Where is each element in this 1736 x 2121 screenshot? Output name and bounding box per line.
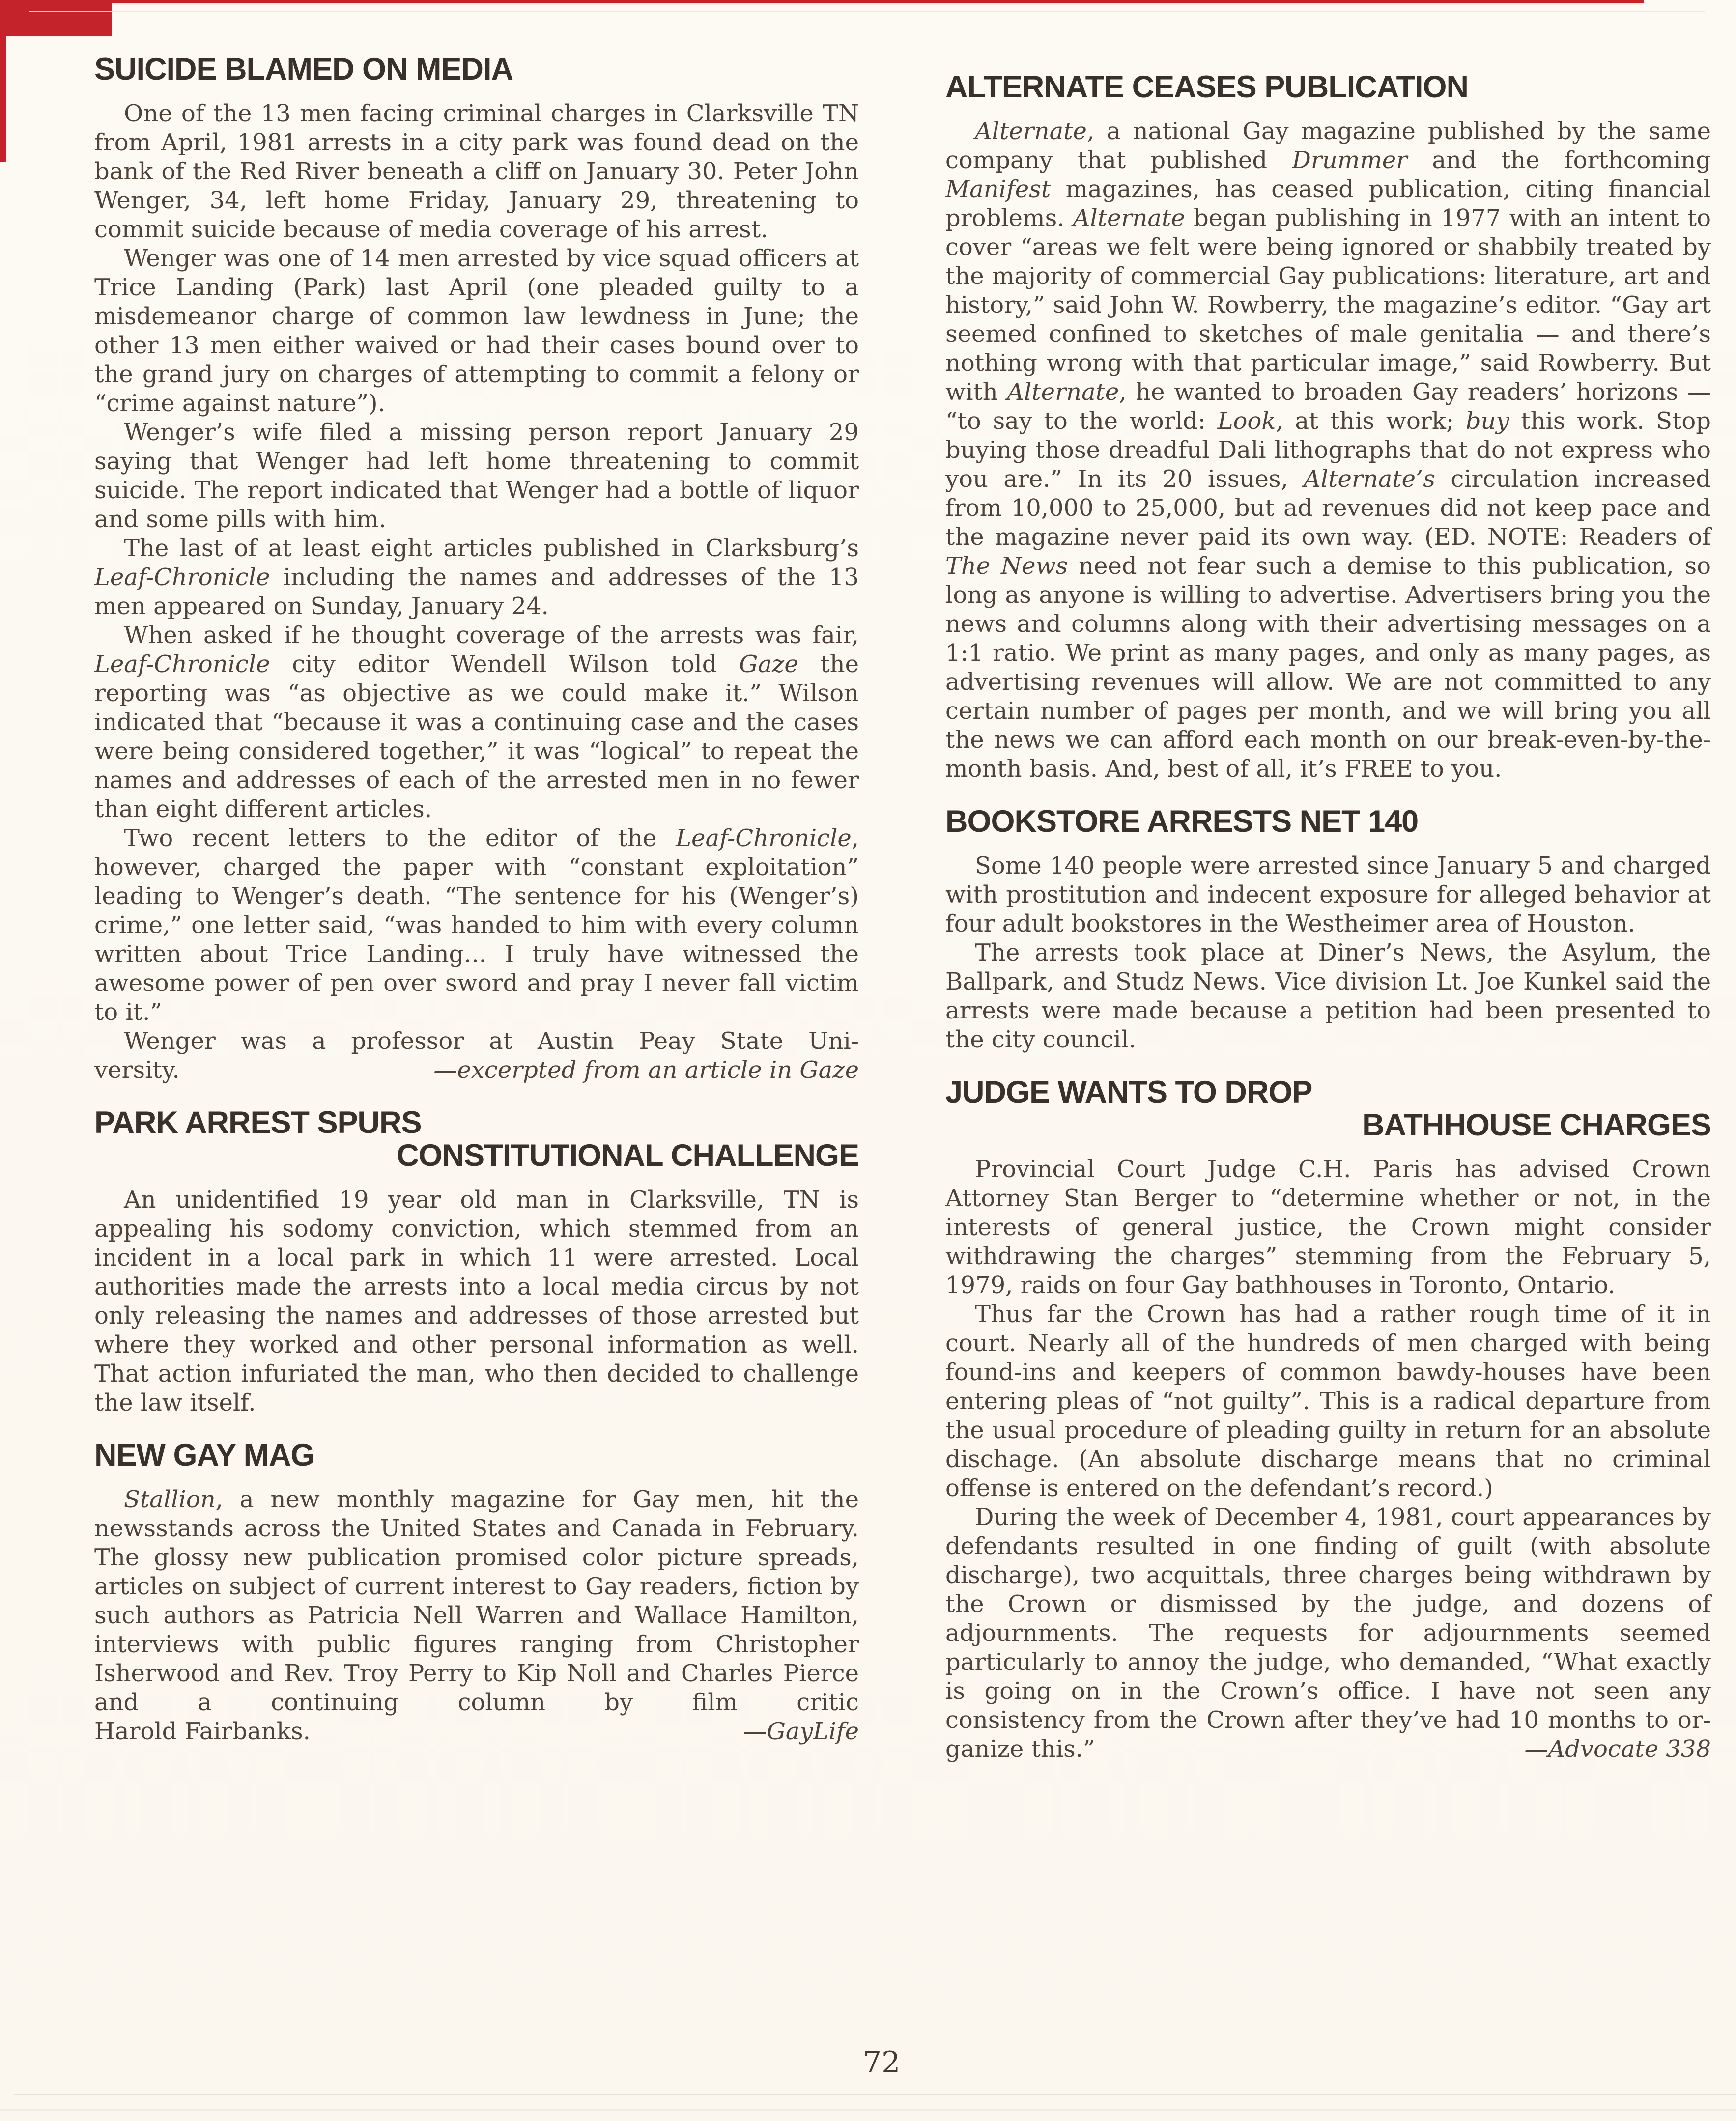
paragraph-last-line: ganize this.”	[945, 1735, 1095, 1763]
paragraph: During the week of December 4, 1981, court appearances by defendants resulted in one finding of guilt (with absolute discharge), two acquittals, three charges being withdrawn by the Crown or dismissed by the judge, and dozens of adjournments. The requests for adjournments seemed particularly to annoy the judge, who demanded, “What exactly is going on in the Crown’s office. I have not seen any consistency from the Crown after they’ve had 10 months to or-	[945, 1503, 1711, 1734]
paragraph: An unidentified 19 year old man in Clarksville, TN is appealing his sodomy conviction, which stemmed from an incident in a local park in which 11 were arrested. Local authorities made the arrests into a local media circus by not only releasing the names and addresses of those arrested but where they worked and other personal information as well. That action infuriated the man, who then decided to challenge the law itself.	[94, 1186, 859, 1416]
left-column	[94, 53, 859, 1746]
paragraph: When asked if he thought coverage of the arrests was fair, Leaf-Chronicle city editor Wendell Wilson told Gaze the reporting was “as objective as we could make it.” Wilson indicated that “because it was a continuing case and the cases were being considered together,” it was “logical” to repeat the names and addresses of each of the arrested men in no fewer than eight different articles.	[94, 622, 859, 823]
article-alternate-ceases-publication	[945, 71, 1711, 784]
attribution-row	[94, 1717, 859, 1746]
paragraph: Wenger was a professor at Austin Peay State Uni-	[124, 1027, 859, 1055]
article-suicide-blamed-on-media	[94, 53, 859, 1085]
red-backdrop-top-edge	[0, 0, 1644, 3]
paragraph: Thus far the Crown has had a rather rough time of it in court. Nearly all of the hundreds of men charged with being found-ins and keepers of common bawdy-houses have been entering pleas of “not guilty”. This is a radical departure from the usual procedure of pleading guilty in return for an absolute dischage. (An absolute discharge means that no criminal offense is entered on the defendant’s record.)	[945, 1301, 1711, 1502]
paragraph: One of the 13 men facing criminal charges in Clarksville TN from April, 1981 arrests in a city park was found dead on the bank of the Red River beneath a cliff on January 30. Peter John Wenger, 34, left home Friday, January 29, threatening to commit suicide because of media coverage of his arrest.	[94, 100, 859, 243]
right-column	[945, 53, 1711, 1764]
headline-line-2: CONSTITUTIONAL CHALLENGE	[397, 1138, 859, 1173]
headline-bookstore-arrests-net-140: BOOKSTORE ARRESTS NET 140	[945, 804, 1419, 839]
article-bookstore-arrests-net-140	[945, 805, 1711, 1054]
red-backdrop-top-left-corner	[0, 0, 112, 36]
source-attribution-gaylife: —GayLife	[743, 1718, 859, 1745]
page-edge-line-bottom	[0, 2109, 1736, 2111]
page-fold-line-bottom	[14, 2094, 1736, 2095]
headline-suicide-blamed-on-media: SUICIDE BLAMED ON MEDIA	[94, 52, 513, 86]
paragraph: Some 140 people were arrested since January 5 and charged with prostitution and indecent exposure for alleged behavior at four adult bookstores in the Westheimer area of Houston.	[945, 852, 1711, 937]
paragraph: Alternate, a national Gay magazine published by the same company that published Drummer and the forthcoming Manifest magazines, has ceased publication, citing financial problems. Alternate began publishing in 1977 with an intent to cover “areas we felt were being ignored or shabbily treated by the majority of commercial Gay publications: literature, art and history,” said John W. Rowberry, the magazine’s editor. “Gay art seemed confined to sketches of male genitalia — and there’s nothing wrong with that particular image,” said Rowberry. But with Alternate, he wanted to broaden Gay readers’ horizons — “to say to the world: Look, at this work; buy this work. Stop buying those dreadful Dali lithographs that do not express who you are.” In its 20 issues, Alternate’s circulation increased from 10,000 to 25,000, but ad revenues did not keep pace and the magazine never paid its own way. (ED. NOTE: Readers of The News need not fear such a demise to this publication, so long as anyone is willing to advertise. Advertisers bring you the news and columns along with their advertising messages on a 1:1 ratio. We print as many pages, and only as many pages, as advertising revenues will allow. We are not committed to any certain number of pages per month, and we will bring you all the news we can afford each month on our break-even-by-the-month basis. And, best of all, it’s FREE to you.	[945, 117, 1711, 783]
article-new-gay-mag	[94, 1439, 859, 1746]
headline-line-1: PARK ARREST SPURS	[94, 1105, 422, 1140]
article-judge-wants-to-drop-bathhouse-charges	[945, 1076, 1711, 1764]
paragraph: Wenger’s wife filed a missing person report January 29 saying that Wenger had left home threatening to commit suicide. The report indicated that Wenger had a bottle of liquor and some pills with him.	[94, 419, 859, 533]
paragraph-last-line: Harold Fairbanks.	[94, 1718, 311, 1745]
page-number: 72	[863, 2045, 901, 2080]
paragraph: The last of at least eight articles published in Clarksburg’s Leaf-Chronicle including the names and addresses of the 13 men appeared on Sunday, January 24.	[94, 535, 859, 620]
attribution-row	[94, 1056, 859, 1085]
headline-judge-wants-to-drop	[945, 1076, 1711, 1142]
headline-line-1: JUDGE WANTS TO DROP	[945, 1075, 1312, 1109]
red-backdrop-left-edge	[0, 0, 6, 162]
headline-park-arrest-spurs	[94, 1106, 859, 1172]
paragraph: Two recent letters to the editor of the Leaf-Chronicle, however, charged the paper with “constant exploitation” leading to Wenger’s death. “The sentence for his (Wenger’s) crime,” one letter said, “was handed to him with every column written about Trice Landing... I truly have witnessed the awesome power of pen over sword and pray I never fall victim to it.”	[94, 824, 859, 1026]
paragraph: Wenger was one of 14 men arrested by vice squad officers at Trice Landing (Park) last April (one pleaded guilty to a misdemeanor charge of common law lewdness in June; the other 13 men either waived or had their cases bound over to the grand jury on charges of attempting to commit a felony or “crime against nature”).	[94, 245, 859, 417]
page-fold-line-top	[29, 11, 1705, 12]
headline-line-2: BATHHOUSE CHARGES	[1362, 1108, 1711, 1142]
headline-alternate-ceases-publication: ALTERNATE CEASES PUBLICATION	[945, 70, 1469, 104]
paragraph: Provincial Court Judge C.H. Paris has advised Crown Attorney Stan Berger to “determine whether or not, in the interests of general justice, the Crown might consider withdrawing the charges” stemming from the February 5, 1979, raids on four Gay bathhouses in Toronto, Ontario.	[945, 1156, 1711, 1299]
paragraph: Stallion, a new monthly magazine for Gay men, hit the newsstands across the United States and Canada in February. The glossy new publication promised color picture spreads, articles on subject of current interest to Gay readers, fiction by such authors as Patricia Nell Warren and Wallace Hamilton, interviews with public figures ranging from Christopher Isherwood and Rev. Troy Perry to Kip Noll and Charles Pierce and a continuing column by film critic	[94, 1486, 859, 1716]
headline-new-gay-mag: NEW GAY MAG	[94, 1438, 314, 1472]
attribution-row	[945, 1735, 1711, 1764]
article-park-arrest-spurs-challenge	[94, 1106, 859, 1417]
source-attribution-advocate: —Advocate 338	[1524, 1735, 1711, 1763]
paragraph: The arrests took place at Diner’s News, the Asylum, the Ballpark, and Studz News. Vice division Lt. Joe Kunkel said the arrests were made because a petition had been presented to the city council.	[945, 939, 1711, 1053]
source-attribution-gaze: —excerpted from an article in Gaze	[433, 1056, 859, 1084]
paragraph-last-line: versity.	[94, 1056, 180, 1084]
